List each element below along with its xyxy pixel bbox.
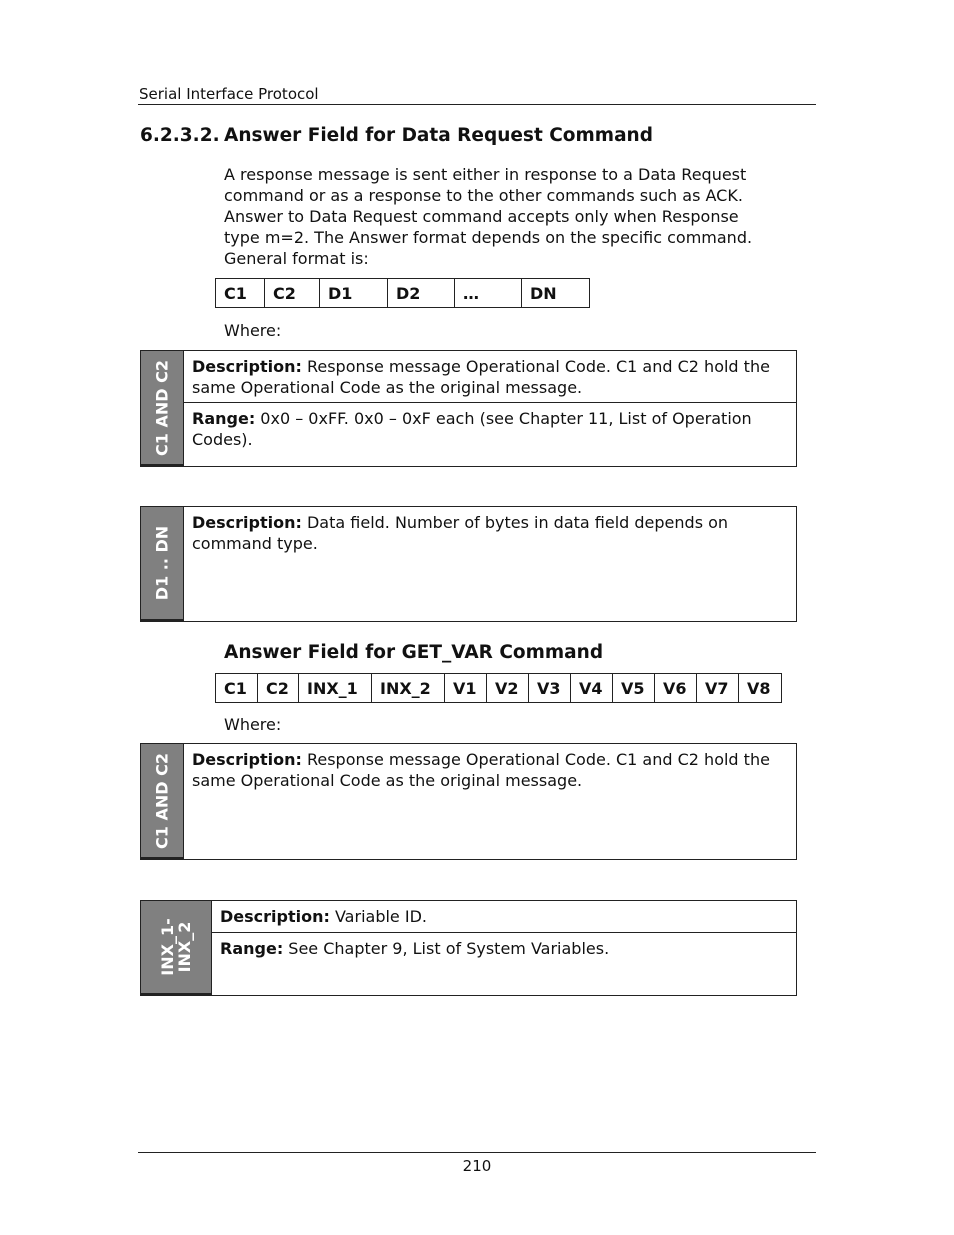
running-header: Serial Interface Protocol	[139, 85, 319, 103]
row-text: Response message Operational Code. C1 and C2 hold the same Operational Code as the original message.	[192, 357, 770, 397]
row-text: Variable ID.	[329, 907, 427, 926]
definition-body	[184, 744, 796, 859]
format-cell: D2	[388, 279, 455, 308]
row-label: Range:	[220, 939, 284, 958]
section-heading	[140, 124, 653, 148]
format-cell: C2	[258, 674, 299, 703]
table-row	[216, 674, 782, 703]
section-number: 6.2.3.2.	[140, 125, 220, 146]
row-text: Response message Operational Code. C1 and C2 hold the same Operational Code as the original message.	[192, 750, 770, 790]
format-cell: V1	[445, 674, 487, 703]
format-cell: V3	[529, 674, 571, 703]
definition-row	[184, 402, 796, 466]
format-cell: V6	[655, 674, 697, 703]
definition-side-label	[141, 351, 184, 466]
header-rule	[138, 104, 816, 105]
format-cell: V2	[487, 674, 529, 703]
intro-line: A response message is sent either in response to a Data Request	[224, 165, 747, 184]
section-title: Answer Field for Data Request Command	[224, 125, 653, 146]
get-var-format-table	[215, 673, 782, 703]
definition-box-inx	[140, 900, 797, 996]
side-label-text: C1 AND C2	[152, 359, 172, 456]
format-cell: V8	[739, 674, 782, 703]
side-label-line: INX_2	[175, 921, 194, 973]
general-format-table	[215, 278, 590, 308]
format-cell: V5	[613, 674, 655, 703]
definition-side-label	[141, 744, 184, 859]
format-cell: DN	[522, 279, 590, 308]
definition-box-c1-c2	[140, 350, 797, 467]
definition-side-label	[141, 901, 212, 995]
definition-row	[212, 932, 796, 995]
intro-line: General format is:	[224, 249, 369, 268]
format-cell: V7	[697, 674, 739, 703]
format-cell: C1	[216, 279, 265, 308]
definition-side-label	[141, 507, 184, 621]
definition-row	[184, 351, 796, 402]
format-cell: INX_1	[299, 674, 372, 703]
format-cell: C1	[216, 674, 258, 703]
definition-box-d1-dn	[140, 506, 797, 622]
definition-body	[184, 507, 796, 621]
format-cell: INX_2	[372, 674, 445, 703]
row-text: Data field. Number of bytes in data field depends on command type.	[192, 513, 729, 553]
format-cell: V4	[571, 674, 613, 703]
row-text: 0x0 – 0xFF. 0x0 – 0xF each (see Chapter 11, List of Operation Codes).	[192, 409, 752, 449]
side-label-text: D1 .. DN	[152, 525, 172, 601]
intro-line: Answer to Data Request command accepts only when Response	[224, 207, 739, 226]
table-row	[216, 279, 590, 308]
row-label: Description:	[220, 907, 330, 926]
side-label-text: C1 AND C2	[152, 752, 172, 849]
definition-body	[212, 901, 796, 995]
side-label-line: INX_1-	[158, 918, 177, 976]
intro-line: command or as a response to the other commands such as ACK.	[224, 186, 743, 205]
definition-row	[184, 744, 796, 859]
footer-rule	[138, 1152, 816, 1153]
definition-box-get-var-c1-c2	[140, 743, 797, 860]
format-cell: D1	[320, 279, 388, 308]
format-cell: C2	[265, 279, 320, 308]
row-label: Description:	[192, 513, 302, 532]
definition-row	[212, 901, 796, 932]
intro-line: type m=2. The Answer format depends on the specific command.	[224, 228, 753, 247]
row-label: Description:	[192, 750, 302, 769]
subsection-title: Answer Field for GET_VAR Command	[224, 642, 604, 663]
row-label: Range:	[192, 409, 256, 428]
where-label: Where:	[224, 321, 282, 340]
intro-paragraph	[224, 164, 804, 269]
page-number: 210	[462, 1157, 492, 1175]
where-label: Where:	[224, 715, 282, 734]
definition-row	[184, 507, 796, 621]
side-label-text	[159, 918, 193, 975]
row-text: See Chapter 9, List of System Variables.	[283, 939, 610, 958]
row-label: Description:	[192, 357, 302, 376]
format-cell: …	[455, 279, 522, 308]
definition-body	[184, 351, 796, 466]
